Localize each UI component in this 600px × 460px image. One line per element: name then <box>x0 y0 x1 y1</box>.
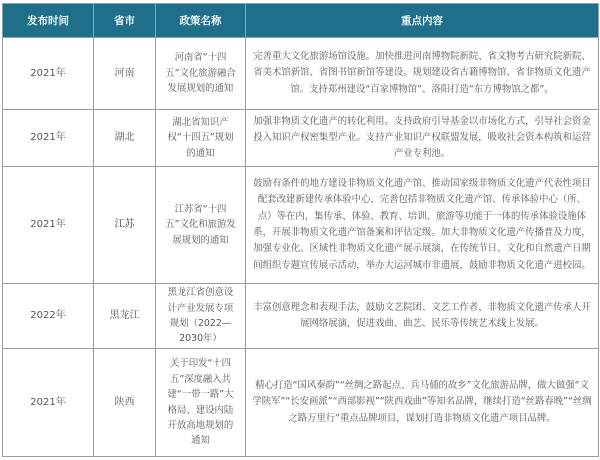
policy-table <box>2 3 599 457</box>
cell-province: 河南 <box>94 38 156 110</box>
cell-content: 精心打造“国风秦韵”“丝绸之路起点、兵马俑的故乡”文化旅游品牌，做大做强“文学陕军”“长安画派”“西部影视”“陕西戏曲”等知名品牌，继续打造“丝路春晚”“丝绸之路万里行”重点品牌项目，谋划打造非物质文化遗产项目品牌。 <box>246 349 599 457</box>
table-row <box>3 110 599 167</box>
table-row <box>3 38 599 110</box>
cell-content: 丰富创意理念和表现手法，鼓励文艺院团、文艺工作者、非物质文化遗产传承人开展网络展演，促进戏曲、曲艺、民乐等传统艺术线上发展。 <box>246 284 599 349</box>
cell-province: 黑龙江 <box>94 284 156 349</box>
cell-policy: 关于印发“十四五”深度融入共建“一带一路”大格局、建设内陆开放高地规划的通知 <box>156 349 246 457</box>
cell-content: 加强非物质文化遗产的转化利用。支持政府引导基金以市场化方式，引导社会资金投入知识产权密集型产业。支持产业知识产权联盟发展，吸收社会资本构筑和运营产业专利池。 <box>246 110 599 167</box>
table-header-row <box>3 4 599 38</box>
header-release-time: 发布时间 <box>3 4 94 38</box>
table-row <box>3 349 599 457</box>
cell-policy: 湖北省知识产权“十四五”规划的通知 <box>156 110 246 167</box>
header-province: 省市 <box>94 4 156 38</box>
cell-year: 2021年 <box>3 349 94 457</box>
cell-year: 2021年 <box>3 110 94 167</box>
policy-table-container <box>2 3 598 457</box>
cell-province: 陕西 <box>94 349 156 457</box>
cell-policy: 河南省“十四五”文化旅游融合发展规划的通知 <box>156 38 246 110</box>
cell-policy: 江苏省“十四五”文化和旅游发展规划的通知 <box>156 167 246 284</box>
header-policy-name: 政策名称 <box>156 4 246 38</box>
cell-content: 完善重大文化旅游场馆设施。加快推进河南博物院新院、省文物考古研究院新院、省美术馆新馆、省图书馆新馆等建设。规划建设省古籍博物馆、省非物质文化遗产馆。支持郑州建设“百家博物馆”、洛阳打造“东方博物馆之都”。 <box>246 38 599 110</box>
cell-province: 湖北 <box>94 110 156 167</box>
cell-year: 2021年 <box>3 167 94 284</box>
cell-year: 2022年 <box>3 284 94 349</box>
cell-year: 2021年 <box>3 38 94 110</box>
cell-province: 江苏 <box>94 167 156 284</box>
header-key-content: 重点内容 <box>246 4 599 38</box>
table-row <box>3 167 599 284</box>
cell-policy: 黑龙江省创意设计产业发展专项规划（2022—2030年） <box>156 284 246 349</box>
table-row <box>3 284 599 349</box>
cell-content: 鼓励有条件的地方建设非物质文化遗产馆、推动国家级非物质文化遗产代表性项目配套改建新建传承体验中心，完善包括非物质文化遗产馆、传承体验中心（所、点）等在内，集传承、体验、教育、培训、旅游等功能于一体的传承体验设施体系，开展非物质文化遗产馆备案和评估定级。加大非物质文化遗产传播普及力度，加强专业化、区域性非物质文化遗产展示展演，在传统节日、文化和自然遗产日期间组织专题宣传展示活动，举办大运河城市非遗展，鼓励非物质文化遗产进校园。 <box>246 167 599 284</box>
